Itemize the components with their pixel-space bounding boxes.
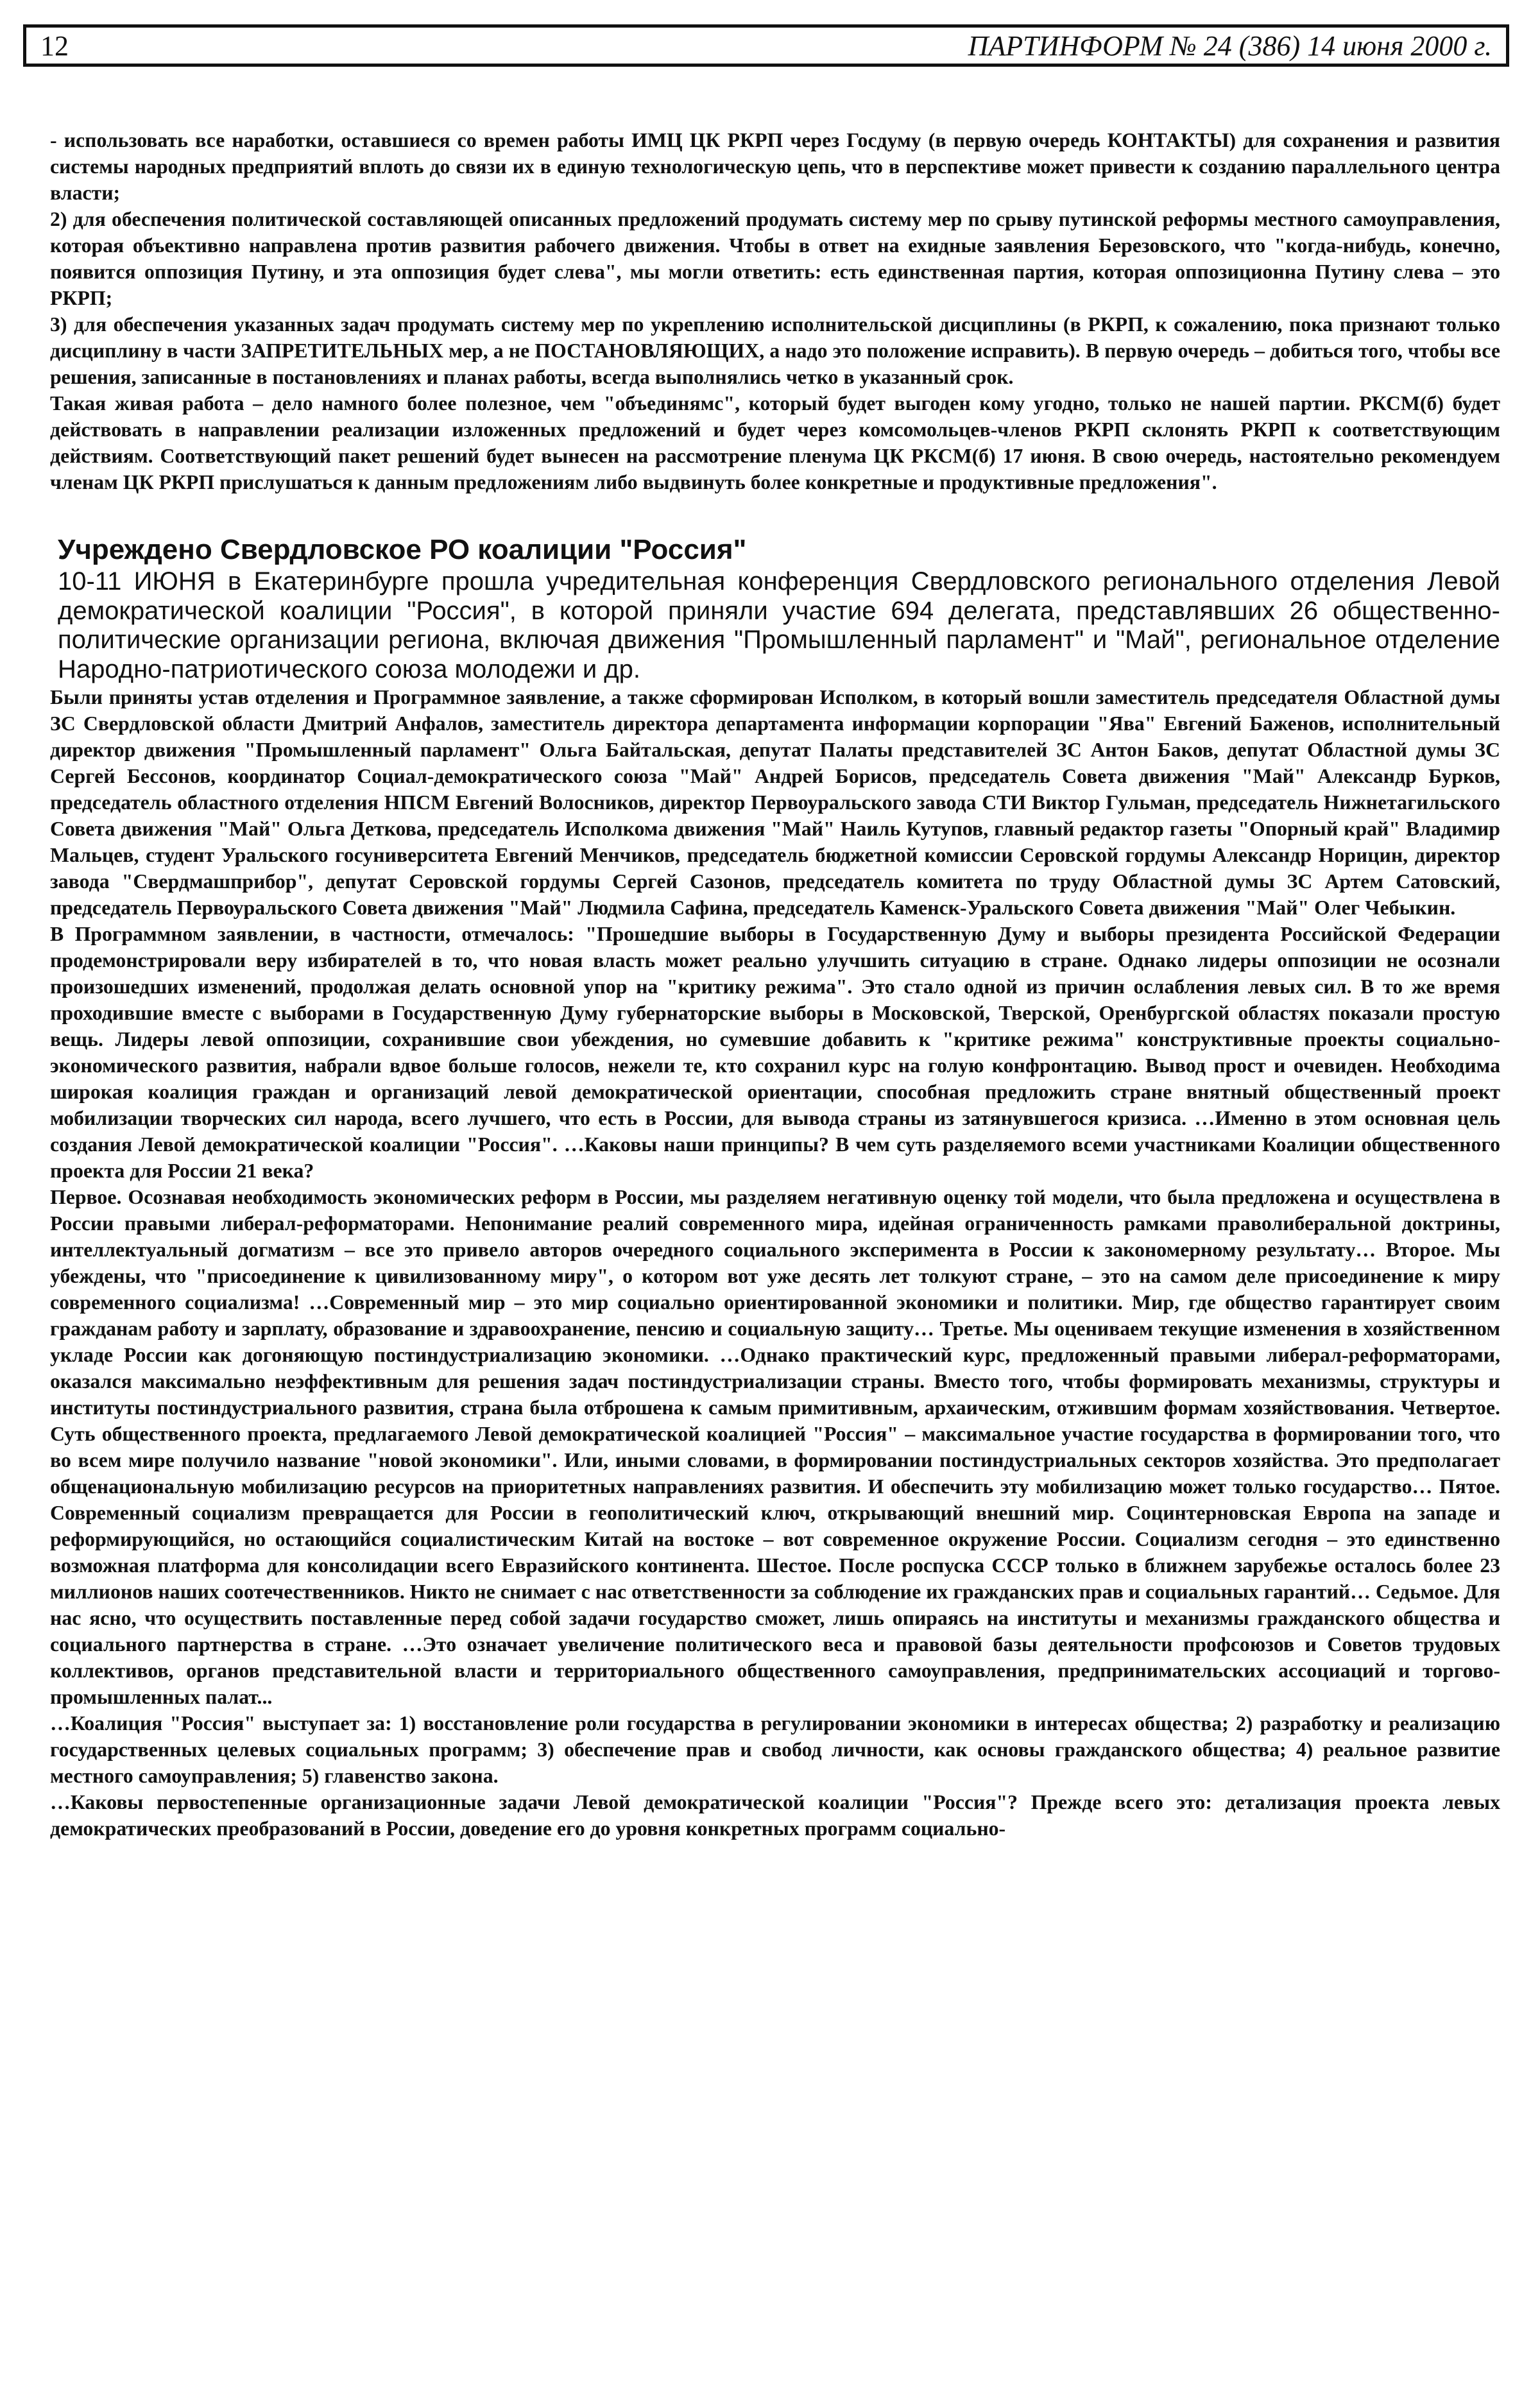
article-paragraph: Были приняты устав отделения и Программное заявление, а также сформирован Исполком, в который вошли заместитель председателя Областной думы ЗС Свердловской области Дмитрий Анфалов, заместитель директора департамента информации корпорации "Ява" Евгений Баженов, исполнительный директор движения "Промышленный парламент" Ольга Байтальская, депутат Палаты представителей ЗС Антон Баков, депутат Областной думы ЗС Сергей Бессонов, координатор Социал-демократического союза "Май" Андрей Борисов, председатель Совета движения "Май" Александр Бурков, председатель областного отделения НПСМ Евгений Волосников, директор Первоуральского завода СТИ Виктор Гульман, председатель Нижнетагильского Совета движения "Май" Ольга Деткова, председатель Исполкома движения "Май" Наиль Кутупов, главный редактор газеты "Опорный край" Владимир Мальцев, студент Уральского госуниверситета Евгений Менчиков, председатель бюджетной комиссии Серовской гордумы Александр Норицин, директор завода "Свердмашприбор", депутат Серовской гордумы Сергей Сазонов, председатель комитета по труду Областной думы ЗС Артем Сатовский, председатель Первоуральского Совета движения "Май" Людмила Сафина, председатель Каменск-Уральского Совета движения "Май" Олег Чебыкин. [50,686,1500,919]
page-header [23,24,1509,67]
article-paragraph: …Коалиция "Россия" выступает за: 1) восстановление роли государства в регулировании экономики в интересах общества; 2) разработку и реализацию государственных целевых социальных программ; 3) обеспечение прав и свобод личности, как основы гражданского общества; 4) реальное развитие местного самоуправления; 5) главенство закона. [50,1712,1500,1787]
article-lead: 10-11 ИЮНЯ в Екатеринбурге прошла учредительная конференция Свердловского регионального отделения Левой демократической коалиции "Россия", в которой приняли участие 694 делегата, представлявших 26 общественно-политические организации региона, включая движения "Промышленный парламент" и "Май", региональное отделение Народно-патриотического союза молодежи и др. [58,567,1500,683]
article-title: Учреждено Свердловское РО коалиции "Россия" [58,534,747,565]
intro-paragraph: Такая живая работа – дело намного более полезное, чем "объединямс", который будет выгоден кому угодно, только не нашей партии. РКСМ(б) будет действовать в направлении реализации изложенных предложений и будет через комсомольцев-членов РКРП склонять РКРП к соответствующим действиям. Соответствующий пакет решений будет вынесен на рассмотрение пленума ЦК РКСМ(б) 17 июня. В свою очередь, настоятельно рекомендуем членам ЦК РКРП прислушаться к данным предложениям либо выдвинуть более конкретные и продуктивные предложения". [50,392,1500,493]
intro-paragraph: 3) для обеспечения указанных задач продумать систему мер по укреплению исполнительской дисциплины (в РКРП, к сожалению, пока признают только дисциплину в части ЗАПРЕТИТЕЛЬНЫХ мер, а не ПОСТАНОВЛЯЮЩИХ, а надо это положение исправить). В первую очередь – добиться того, чтобы все решения, записанные в постановлениях и планах работы, всегда выполнялись четко в указанный срок. [50,313,1500,388]
article-paragraph: В Программном заявлении, в частности, отмечалось: "Прошедшие выборы в Государственную Думу и выборы президента Российской Федерации продемонстрировали веру избирателей в то, что новая власть может реально улучшить ситуацию в стране. Однако лидеры оппозиции не осознали произошедших изменений, продолжая делать основной упор на "критику режима". Это стало одной из причин ослабления левых сил. В то же время проходившие вместе с выборами в Государственную Думу губернаторские выборы в Московской, Тверской, Оренбургской областях показали простую вещь. Лидеры левой оппозиции, сохранившие свои убеждения, но сумевшие добавить к "критике режима" конструктивные проекты социально-экономического развития, набрали вдвое больше голосов, нежели те, кто сохранил курс на голую конфронтацию. Вывод прост и очевиден. Необходима широкая коалиция граждан и организаций левой демократической ориентации, способная предложить стране внятный общественный проект мобилизации творческих сил народа, всего лучшего, что есть в России, для вывода страны из затянувшегося кризиса. …Именно в этом основная цель создания Левой демократической коалиции "Россия". …Каковы наши принципы? В чем суть разделяемого всеми участниками Коалиции общественного проекта для России 21 века? [50,923,1500,1182]
article-paragraph: Первое. Осознавая необходимость экономических реформ в России, мы разделяем негативную оценку той модели, что была предложена и осуществлена в России правыми либерал-реформаторами. Непонимание реалий современного мира, идейная ограниченность рамками праволиберальной доктрины, интеллектуальный догматизм – все это привело авторов очередного социального эксперимента в России к закономерному результату… Второе. Мы убеждены, что "присоединение к цивилизованному миру", о котором вот уже десять лет толкуют стране, – это на самом деле присоединение к миру современного социализма! …Современный мир – это мир социально ориентированной экономики и политики. Мир, где общество гарантирует своим гражданам работу и зарплату, образование и здравоохранение, пенсию и социальную защиту… Третье. Мы оцениваем текущие изменения в хозяйственном укладе России как догоняющую постиндустриализацию экономики. …Однако практический курс, предложенный правыми либерал-реформаторами, оказался максимально неэффективным для решения задач постиндустриализации страны. Вместо того, чтобы формировать механизмы, структуры и институты постиндустриального развития, страна была отброшена к самым примитивным, архаическим, отжившим формам хозяйствования. Четвертое. Суть общественного проекта, предлагаемого Левой демократической коалицией "Россия" – максимальное участие государства в формировании того, что во всем мире получило название "новой экономики". Или, иными словами, в формировании постиндустриальных секторов хозяйства. Это предполагает общенациональную мобилизацию ресурсов на приоритетных направлениях развития. И обеспечить эту мобилизацию может только государство… Пятое. Современный социализм превращается для России в геополитический ключ, открывающий внешний мир. Социнтерновская Европа на западе и реформирующийся, но остающийся социалистическим Китай на востоке – вот современное окружение России. Социализм сегодня – это единственно возможная платформа для консолидации всего Евразийского континента. Шестое. После роспуска СССР только в ближнем зарубежье осталось более 23 миллионов наших соотечественников. Никто не снимает с нас ответственности за соблюдение их гражданских прав и социальных гарантий… Седьмое. Для нас ясно, что осуществить поставленные перед собой задачи государство сможет, лишь опираясь на институты и механизмы гражданского общества и социального партнерства в стране. …Это означает увеличение политического веса и правовой базы деятельности профсоюзов и Советов трудовых коллективов, органов представительной власти и территориального общественного самоуправления, предпринимательских ассоциаций и торгово-промышленных палат... [50,1186,1500,1708]
article-body [50,127,1500,1842]
intro-paragraph: - использовать все наработки, оставшиеся со времен работы ИМЦ ЦК РКРП через Госдуму (в первую очередь КОНТАКТЫ) для сохранения и развития системы народных предприятий вплоть до связи их в единую технологическую цепь, что в перспективе может привести к созданию параллельного центра власти; [50,129,1500,204]
issue-info: ПАРТИНФОРМ № 24 (386) 14 июня 2000 г. [968,30,1492,62]
article-paragraph: …Каковы первостепенные организационные задачи Левой демократической коалиции "Россия"? Прежде всего это: детализация проекта левых демократических преобразований в России, доведение его до уровня конкретных программ социально- [50,1791,1500,1840]
page-number: 12 [40,30,69,62]
intro-paragraph: 2) для обеспечения политической составляющей описанных предложений продумать систему мер по срыву путинской реформы местного самоуправления, которая объективно направлена против развития рабочего движения. Чтобы в ответ на ехидные заявления Березовского, что "когда-нибудь, конечно, появится оппозиция Путину, и эта оппозиция будет слева", мы могли ответить: есть единственная партия, которая оппозиционна Путину слева – это РКРП; [50,208,1500,309]
